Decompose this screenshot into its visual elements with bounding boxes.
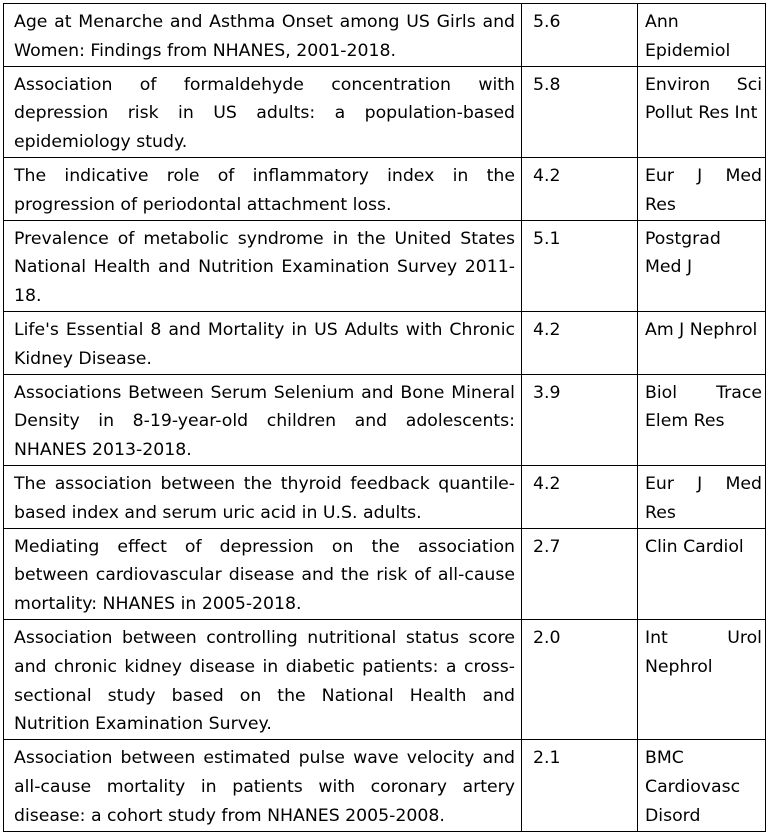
article-title-cell (4, 4, 522, 67)
article-title: Prevalence of metabolic syndrome in the United States National Health and Nutrition Examination Survey 2011-18. (14, 228, 515, 307)
article-title-cell (4, 374, 522, 465)
article-title-cell (4, 619, 522, 739)
article-title: Age at Menarche and Asthma Onset among US Girls and Women: Findings from NHANES, 2001-2018. (14, 12, 515, 61)
impact-factor-cell (522, 66, 638, 157)
table-row (4, 4, 766, 67)
journal-name: Biol Trace Elem Res (645, 382, 762, 432)
publication-table-container (3, 3, 765, 832)
journal-cell (638, 157, 766, 220)
impact-factor-cell (522, 220, 638, 311)
table-row (4, 740, 766, 831)
article-title-cell (4, 220, 522, 311)
impact-factor: 4.2 (533, 165, 561, 186)
journal-name: Ann Epidemiol (645, 12, 731, 61)
impact-factor: 2.0 (533, 627, 561, 648)
article-title-cell (4, 157, 522, 220)
article-title: The association between the thyroid feedback quantile-based index and serum uric acid in U.S. adults. (14, 473, 515, 523)
table-row (4, 311, 766, 374)
impact-factor: 2.7 (533, 536, 561, 557)
impact-factor-cell (522, 4, 638, 67)
impact-factor-cell (522, 740, 638, 831)
journal-name: Int Urol Nephrol (645, 627, 762, 677)
journal-name: Environ Sci Pollut Res Int (645, 74, 762, 124)
journal-name: BMC Cardiovasc Disord (645, 748, 741, 826)
table-row (4, 66, 766, 157)
article-title: Association between controlling nutritional status score and chronic kidney disease in diabetic patients: a cross-sectional study based on the National Health and Nutrition Examination Survey. (14, 627, 515, 735)
impact-factor-cell (522, 528, 638, 619)
journal-name: Am J Nephrol (645, 319, 758, 340)
journal-name: Postgrad Med J (645, 228, 721, 278)
table-row (4, 528, 766, 619)
impact-factor-cell (522, 619, 638, 739)
impact-factor: 5.1 (533, 228, 561, 249)
journal-cell (638, 66, 766, 157)
journal-cell (638, 740, 766, 831)
article-title: Life's Essential 8 and Mortality in US Adults with Chronic Kidney Disease. (14, 319, 515, 369)
impact-factor: 4.2 (533, 473, 561, 494)
article-title: Mediating effect of depression on the association between cardiovascular disease and the risk of all-cause mortality: NHANES in 2005-2018. (14, 536, 515, 615)
journal-name: Clin Cardiol (645, 536, 744, 557)
article-title-cell (4, 740, 522, 831)
journal-cell (638, 528, 766, 619)
journal-name: Eur J Med Res (645, 165, 762, 215)
article-title-cell (4, 528, 522, 619)
impact-factor: 3.9 (533, 382, 561, 403)
table-row (4, 220, 766, 311)
impact-factor-cell (522, 311, 638, 374)
journal-cell (638, 220, 766, 311)
impact-factor-cell (522, 157, 638, 220)
article-title: Association of formaldehyde concentration with depression risk in US adults: a population-based epidemiology study. (14, 74, 515, 153)
table-row (4, 157, 766, 220)
table-row (4, 465, 766, 528)
impact-factor: 5.6 (533, 12, 561, 32)
publication-table (3, 3, 766, 832)
journal-cell (638, 374, 766, 465)
impact-factor: 2.1 (533, 748, 561, 769)
article-title-cell (4, 311, 522, 374)
journal-name: Eur J Med Res (645, 473, 762, 523)
article-title-cell (4, 465, 522, 528)
impact-factor: 5.8 (533, 74, 561, 95)
article-title: Association between estimated pulse wave velocity and all-cause mortality in patients with coronary artery disease: a cohort study from NHANES 2005-2008. (14, 748, 515, 826)
article-title: Associations Between Serum Selenium and Bone Mineral Density in 8-19-year-old children and adolescents: NHANES 2013-2018. (14, 382, 515, 461)
journal-cell (638, 311, 766, 374)
journal-cell (638, 619, 766, 739)
table-row (4, 374, 766, 465)
impact-factor: 4.2 (533, 319, 561, 340)
impact-factor-cell (522, 374, 638, 465)
impact-factor-cell (522, 465, 638, 528)
table-row (4, 619, 766, 739)
article-title: The indicative role of inflammatory index in the progression of periodontal attachment loss. (14, 165, 515, 215)
article-title-cell (4, 66, 522, 157)
journal-cell (638, 465, 766, 528)
journal-cell (638, 4, 766, 67)
